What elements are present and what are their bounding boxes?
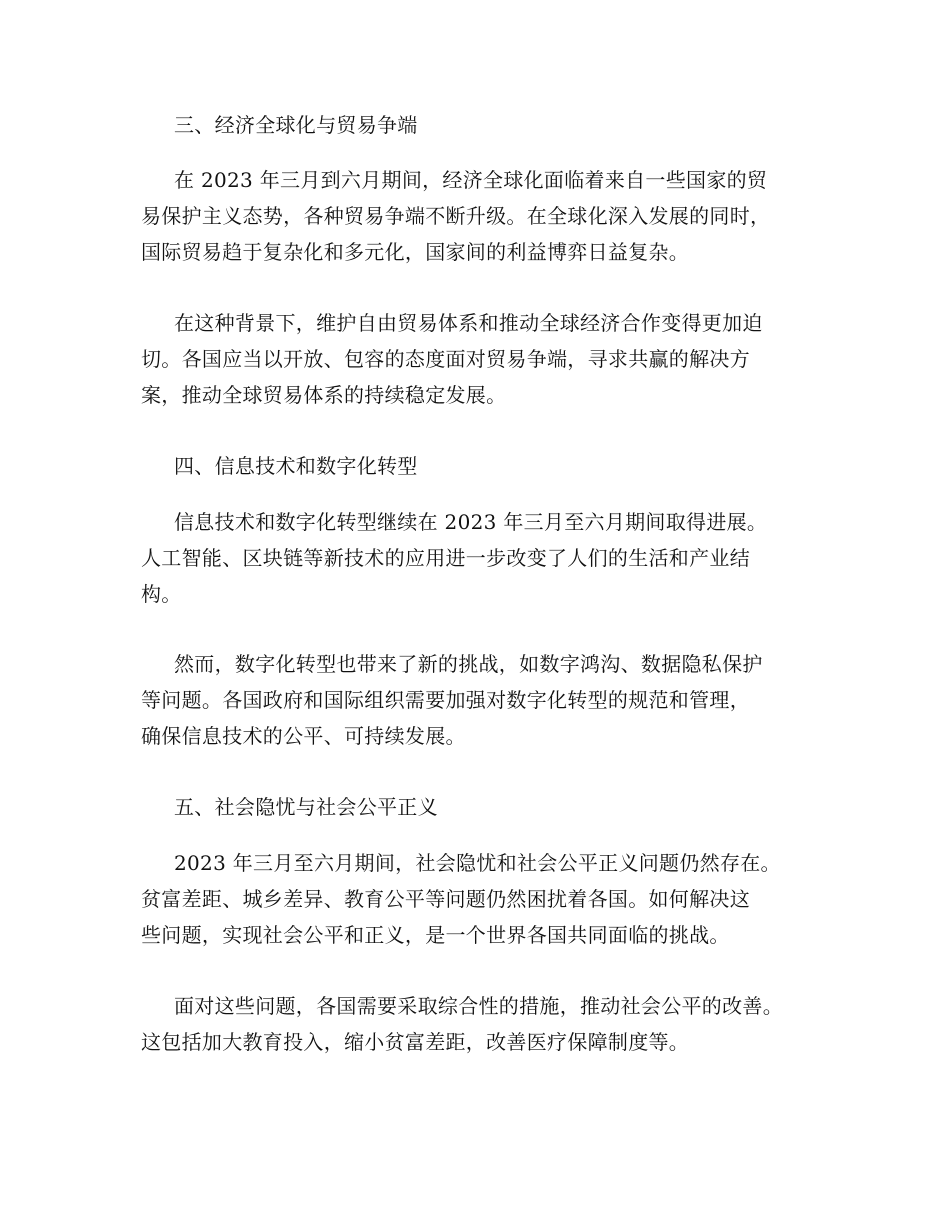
paragraph-line: 切。各国应当以开放、包容的态度面对贸易争端，寻求共赢的解决方	[141, 347, 750, 371]
paragraph-line: 易保护主义态势，各种贸易争端不断升级。在全球化深入发展的同时，	[141, 204, 771, 228]
paragraph-line: 案，推动全球贸易体系的持续稳定发展。	[141, 383, 507, 407]
paragraph-line: 在 2023 年三月到六月期间，经济全球化面临着来自一些国家的贸	[174, 168, 768, 192]
paragraph-line: 贫富差距、城乡差异、教育公平等问题仍然困扰着各国。如何解决这	[141, 887, 750, 911]
heading-text: 三、经济全球化与贸易争端	[174, 113, 418, 137]
paragraph-line: 国际贸易趋于复杂化和多元化，国家间的利益博弈日益复杂。	[141, 240, 690, 264]
paragraph-line: 2023 年三月至六月期间，社会隐忧和社会公平正义问题仍然存在。	[174, 851, 781, 875]
paragraph-social-2	[141, 988, 841, 1060]
paragraph-line: 人工智能、区块链等新技术的应用进一步改变了人们的生活和产业结	[141, 546, 750, 570]
paragraph-digital-1	[141, 504, 841, 612]
paragraph-line: 这包括加大教育投入，缩小贫富差距，改善医疗保障制度等。	[141, 1030, 690, 1054]
paragraph-line: 等问题。各国政府和国际组织需要加强对数字化转型的规范和管理，	[141, 688, 750, 712]
paragraph-line: 构。	[141, 582, 182, 606]
section-heading-trade	[141, 107, 841, 143]
heading-text: 四、信息技术和数字化转型	[174, 454, 418, 478]
paragraph-trade-1	[141, 162, 841, 270]
section-heading-digital	[141, 448, 841, 484]
paragraph-line: 然而，数字化转型也带来了新的挑战，如数字鸿沟、数据隐私保护	[174, 652, 763, 676]
heading-text: 五、社会隐忧与社会公平正义	[174, 795, 438, 819]
paragraph-line: 些问题，实现社会公平和正义，是一个世界各国共同面临的挑战。	[141, 923, 730, 947]
paragraph-line: 确保信息技术的公平、可持续发展。	[141, 724, 466, 748]
paragraph-social-1	[141, 845, 841, 953]
paragraph-trade-2	[141, 305, 841, 413]
paragraph-line: 面对这些问题，各国需要采取综合性的措施，推动社会公平的改善。	[174, 994, 783, 1018]
paragraph-digital-2	[141, 646, 841, 754]
paragraph-line: 在这种背景下，维护自由贸易体系和推动全球经济合作变得更加迫	[174, 311, 763, 335]
section-heading-social	[141, 789, 841, 825]
paragraph-line: 信息技术和数字化转型继续在 2023 年三月至六月期间取得进展。	[174, 510, 768, 534]
